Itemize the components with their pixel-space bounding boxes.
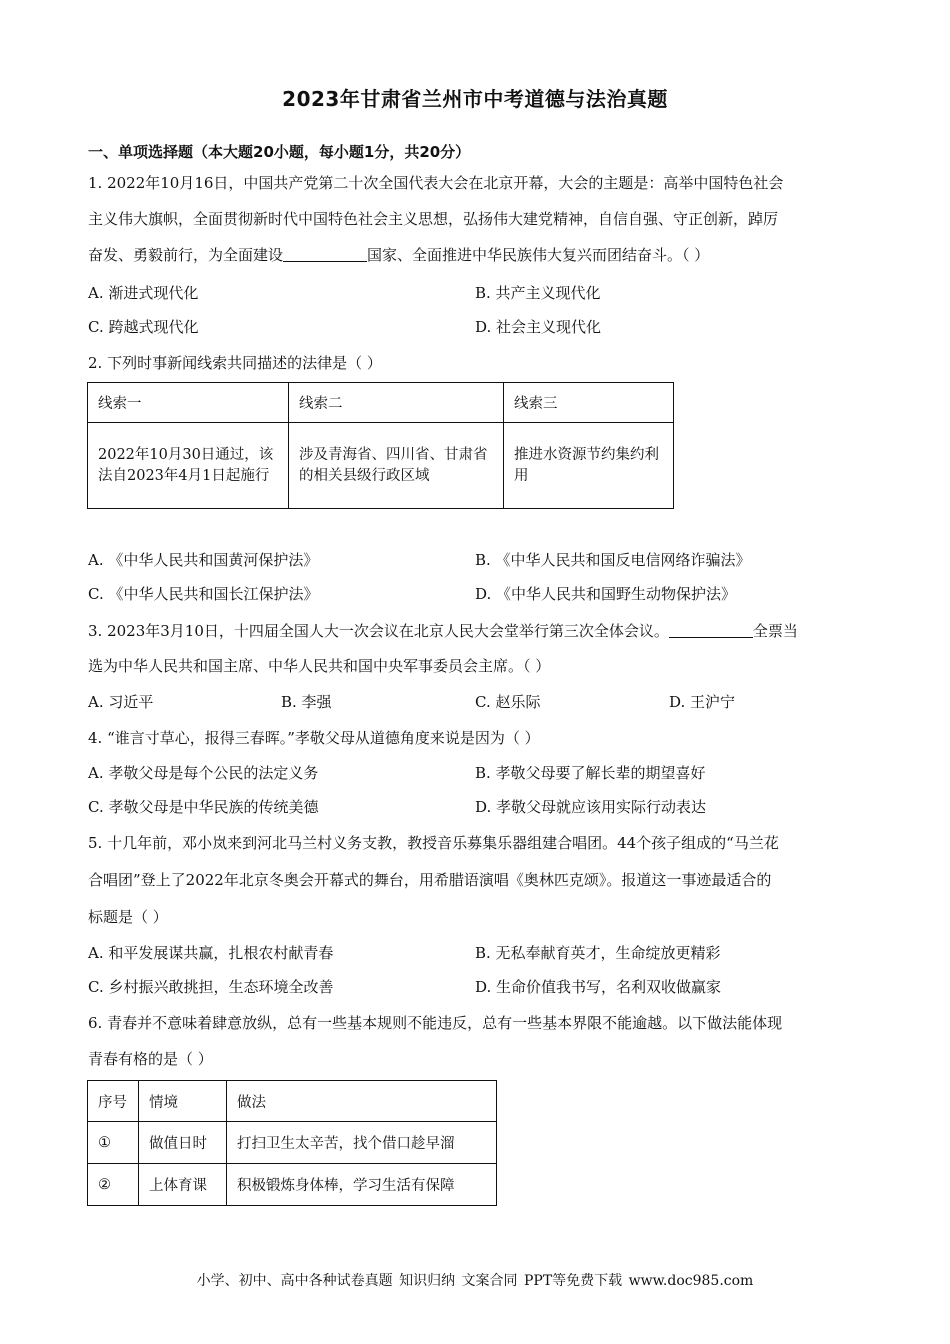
q4-stem: 4. “谁言寸草心，报得三春晖。”孝敬父母从道德角度来说是因为（ ） [88, 729, 540, 747]
q6-stem-line1: 6. 青春并不意味着肆意放纵，总有一些基本规则不能违反，总有一些基本界限不能逾越。以下做法能体现 [88, 1014, 783, 1032]
q3-option-a[interactable]: A. 习近平 [88, 693, 154, 711]
q5-option-c[interactable]: C. 乡村振兴敢挑担，生态环境全改善 [88, 978, 334, 996]
q5-option-d[interactable]: D. 生命价值我书写，名利双收做赢家 [475, 978, 722, 996]
q2-table-cell-2: 涉及青海省、四川省、甘肃省的相关县级行政区域 [289, 423, 504, 509]
q6-table-row2-scenario: 上体育课 [139, 1164, 227, 1206]
q2-option-b[interactable]: B. 《中华人民共和国反电信网络诈骗法》 [475, 551, 751, 569]
q5-option-b[interactable]: B. 无私奉献育英才，生命绽放更精彩 [475, 944, 721, 962]
q2-table-header-2: 线索二 [289, 383, 504, 423]
q1-stem-line1: 1. 2022年10月16日，中国共产党第二十次全国代表大会在北京开幕，大会的主题是：高举中国特色社会 [88, 174, 784, 192]
q6-table-row2-action: 积极锻炼身体棒，学习生活有保障 [227, 1164, 497, 1206]
q2-option-a[interactable]: A. 《中华人民共和国黄河保护法》 [88, 551, 319, 569]
q6-table-header-1: 序号 [88, 1081, 139, 1122]
q6-scenario-table [87, 1080, 497, 1206]
q3-option-b[interactable]: B. 李强 [281, 693, 332, 711]
q2-clue-table [87, 382, 674, 509]
q3-option-d[interactable]: D. 王沪宁 [669, 693, 736, 711]
q6-table-row1-action: 打扫卫生太辛苦，找个借口趁早溜 [227, 1122, 497, 1164]
q1-stem-line3 [88, 244, 709, 265]
q3-stem-line1-start: 3. 2023年3月10日，十四届全国人大一次会议在北京人民大会堂举行第三次全体会议。 [88, 622, 669, 640]
q1-option-c[interactable]: C. 跨越式现代化 [88, 318, 199, 336]
q2-table-header-3: 线索三 [504, 383, 674, 423]
q1-stem-line3-end: 国家、全面推进中华民族伟大复兴而团结奋斗。（ ） [367, 246, 710, 264]
q3-stem-line2: 选为中华人民共和国主席、中华人民共和国中央军事委员会主席。（ ） [88, 657, 551, 675]
q6-table-header-3: 做法 [227, 1081, 497, 1122]
q1-stem-line3-start: 奋发、勇毅前行，为全面建设 [88, 246, 284, 264]
q5-stem-line2: 合唱团”登上了2022年北京冬奥会开幕式的舞台，用希腊语演唱《奥林匹克颂》。报道这一事迹最适合的 [88, 871, 772, 889]
q2-stem: 2. 下列时事新闻线索共同描述的法律是（ ） [88, 354, 382, 372]
q3-option-c[interactable]: C. 赵乐际 [475, 693, 541, 711]
q4-option-a[interactable]: A. 孝敬父母是每个公民的法定义务 [88, 764, 319, 782]
q5-stem-line1: 5. 十几年前，邓小岚来到河北马兰村义务支教，教授音乐募集乐器组建合唱团。44个孩子组成的“马兰花 [88, 834, 779, 852]
q5-option-a[interactable]: A. 和平发展谋共赢，扎根农村献青春 [88, 944, 334, 962]
q2-table-header-1: 线索一 [88, 383, 289, 423]
q1-option-a[interactable]: A. 渐进式现代化 [88, 284, 199, 302]
q2-table-cell-1: 2022年10月30日通过，该法自2023年4月1日起施行 [88, 423, 289, 509]
q1-stem-line2: 主义伟大旗帜，全面贯彻新时代中国特色社会主义思想，弘扬伟大建党精神，自信自强、守正创新，踔厉 [88, 210, 779, 228]
q3-stem-line1-end: 全票当 [752, 622, 798, 640]
q3-answer-blank [669, 623, 753, 638]
q4-option-b[interactable]: B. 孝敬父母要了解长辈的期望喜好 [475, 764, 706, 782]
q4-option-d[interactable]: D. 孝敬父母就应该用实际行动表达 [475, 798, 707, 816]
q1-answer-blank [283, 247, 367, 262]
q5-stem-line3: 标题是（ ） [88, 908, 168, 926]
q2-table-cell-3: 推进水资源节约集约利用 [504, 423, 674, 509]
q1-option-b[interactable]: B. 共产主义现代化 [475, 284, 601, 302]
page-footer: 小学、初中、高中各种试卷真题 知识归纳 文案合同 PPT等免费下载 www.doc985.com [196, 1273, 754, 1289]
q6-table-row1-scenario: 做值日时 [139, 1122, 227, 1164]
q6-table-row1-number: ① [88, 1122, 139, 1164]
q6-stem-line2: 青春有格的是（ ） [88, 1050, 213, 1068]
q6-table-header-2: 情境 [139, 1081, 227, 1122]
q1-option-d[interactable]: D. 社会主义现代化 [475, 318, 602, 336]
page-title: 2023年甘肃省兰州市中考道德与法治真题 [282, 87, 668, 111]
q2-option-d[interactable]: D. 《中华人民共和国野生动物保护法》 [475, 585, 737, 603]
q6-table-row2-number: ② [88, 1164, 139, 1206]
q4-option-c[interactable]: C. 孝敬父母是中华民族的传统美德 [88, 798, 319, 816]
q3-stem-line1 [88, 620, 798, 641]
q2-option-c[interactable]: C. 《中华人民共和国长江保护法》 [88, 585, 319, 603]
section-heading: 一、单项选择题（本大题20小题，每小题1分，共20分） [88, 143, 471, 161]
